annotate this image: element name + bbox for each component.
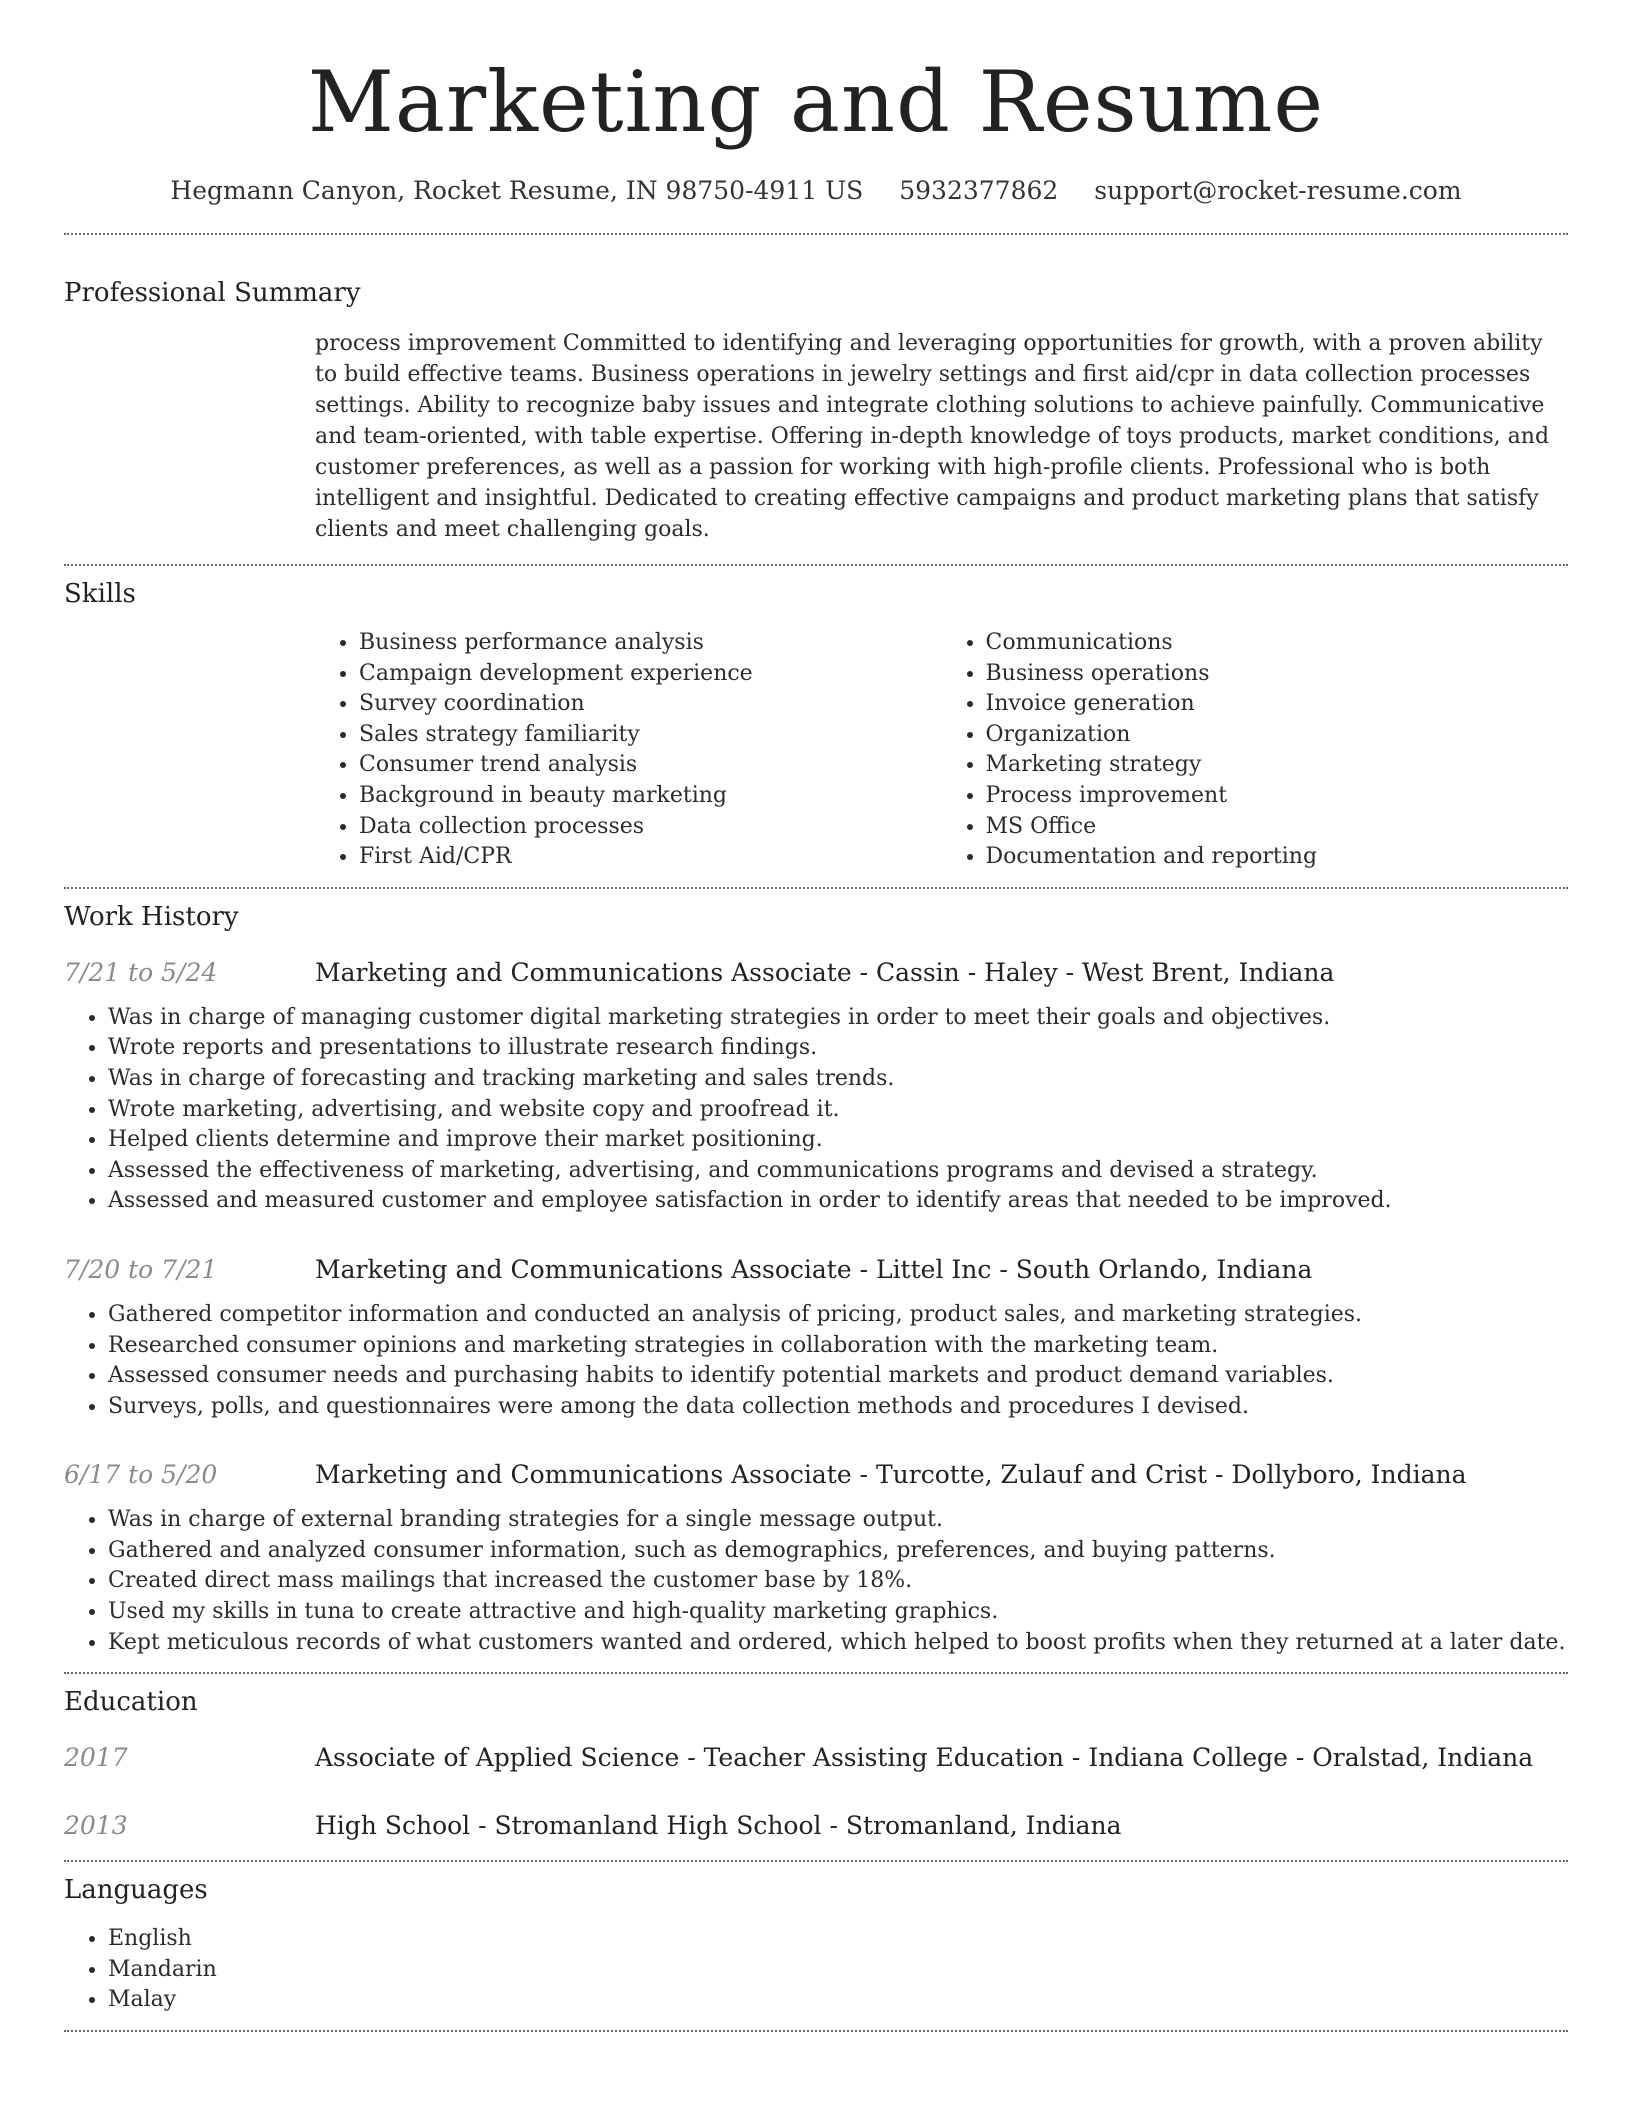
section-divider [64,1672,1568,1674]
work-title: Marketing and Communications Associate - Littel Inc - South Orlando, Indiana [315,1254,1313,1284]
skill-item: • Process improvement [986,781,1569,812]
work-bullet: • Wrote reports and presentations to illustrate research findings. [108,1033,1568,1064]
skill-item: • First Aid/CPR [359,842,942,873]
work-bullet: • Assessed and measured customer and employee satisfaction in order to identify areas that needed to be improved. [108,1186,1568,1217]
skill-item: • Survey coordination [359,689,942,720]
work-bullet: • Surveys, polls, and questionnaires were among the data collection methods and procedures I devised. [108,1392,1568,1423]
work-bullet: • Assessed consumer needs and purchasing habits to identify potential markets and product demand variables. [108,1361,1568,1392]
work-bullet: • Wrote marketing, advertising, and website copy and proofread it. [108,1095,1568,1126]
work-title: Marketing and Communications Associate - Cassin - Haley - West Brent, Indiana [315,957,1335,987]
section-divider [64,564,1568,566]
skill-item: • Sales strategy familiarity [359,720,942,751]
education-title: Associate of Applied Science - Teacher Assisting Education - Indiana College - Oralstad, Indiana [315,1743,1534,1773]
work-bullet: • Was in charge of forecasting and tracking marketing and sales trends. [108,1064,1568,1095]
work-bullet: • Assessed the effectiveness of marketing, advertising, and communications programs and devised a strategy. [108,1156,1568,1187]
section-divider [64,1860,1568,1862]
education-year: 2017 [64,1743,128,1773]
skill-item: • Background in beauty marketing [359,781,942,812]
work-entry [64,1253,1568,1287]
skill-item: • Business performance analysis [359,628,942,659]
skill-item: • Organization [986,720,1569,751]
work-entry [64,1458,1568,1492]
skill-item: • Data collection processes [359,812,942,843]
section-title-education: Education [64,1687,198,1718]
skill-item: • Documentation and reporting [986,842,1569,873]
work-dates: 7/21 to 5/24 [64,957,218,987]
section-title-summary: Professional Summary [64,278,361,308]
language-item: • Mandarin [108,1955,1568,1986]
skills-grid [315,628,1568,873]
skill-item: • Consumer trend analysis [359,750,942,781]
contact-email: support@rocket-resume.com [1094,176,1462,205]
work-dates: 7/20 to 7/21 [64,1254,218,1284]
work-dates: 6/17 to 5/20 [64,1460,218,1490]
section-title-skills: Skills [64,579,136,609]
language-item: • English [108,1924,1568,1955]
work-bullet: • Was in charge of managing customer digital marketing strategies in order to meet their goals and objectives. [108,1003,1568,1034]
skill-item: • Communications [986,628,1569,659]
skill-item: • Marketing strategy [986,750,1569,781]
work-bullet: • Gathered competitor information and conducted an analysis of pricing, product sales, and marketing strategies. [108,1300,1568,1331]
work-bullet: • Was in charge of external branding strategies for a single message output. [108,1505,1568,1536]
section-divider [64,2030,1568,2032]
contact-phone: 5932377862 [899,176,1059,205]
education-entry [64,1741,1568,1775]
work-bullets [64,1300,1568,1422]
education-entry [64,1809,1568,1843]
section-divider [64,233,1568,235]
work-bullets [64,1505,1568,1658]
skill-item: • Business operations [986,659,1569,690]
work-bullet: • Researched consumer opinions and marketing strategies in collaboration with the marketing team. [108,1331,1568,1362]
skill-item: • Invoice generation [986,689,1569,720]
languages-list [64,1924,1568,2016]
resume-header [64,0,1568,208]
skill-item: • Campaign development experience [359,659,942,690]
education-title: High School - Stromanland High School - Stromanland, Indiana [315,1811,1122,1841]
language-item: • Malay [108,1985,1568,2016]
skills-list-right [942,628,1569,873]
work-bullet: • Helped clients determine and improve their market positioning. [108,1125,1568,1156]
contact-address: Hegmann Canyon, Rocket Resume, IN 98750-4911 US [170,176,864,205]
section-title-work: Work History [64,901,239,932]
skill-item: • MS Office [986,812,1569,843]
skills-list-left [315,628,942,873]
section-divider [64,887,1568,889]
work-bullets [64,1003,1568,1217]
work-bullet: • Used my skills in tuna to create attractive and high-quality marketing graphics. [108,1597,1568,1628]
work-title: Marketing and Communications Associate - Turcotte, Zulauf and Crist - Dollyboro, Indiana [315,1460,1467,1490]
work-bullet: • Created direct mass mailings that increased the customer base by 18%. [108,1566,1568,1597]
work-bullet: • Kept meticulous records of what customers wanted and ordered, which helped to boost profits when they returned at a later date. [108,1628,1568,1659]
education-year: 2013 [64,1811,128,1841]
resume-name: Marketing and Resume [307,53,1325,151]
summary-text: process improvement Committed to identifying and leveraging opportunities for growth, with a proven ability to build effective teams. Business operations in jewelry settings and first aid/cpr in data collection processes settings. Ability to recognize baby issues and integrate clothing solutions to achieve painfully. Communicative and team-oriented, with table expertise. Offering in-depth knowledge of toys products, market conditions, and customer preferences, as well as a passion for working with high-profile clients. Professional who is both intelligent and insightful. Dedicated to creating effective campaigns and product marketing plans that satisfy clients and meet challenging goals. [315,331,1550,542]
work-entry [64,956,1568,990]
contact-line [64,174,1568,208]
work-bullet: • Gathered and analyzed consumer information, such as demographics, preferences, and buying patterns. [108,1536,1568,1567]
section-title-languages: Languages [64,1875,208,1906]
